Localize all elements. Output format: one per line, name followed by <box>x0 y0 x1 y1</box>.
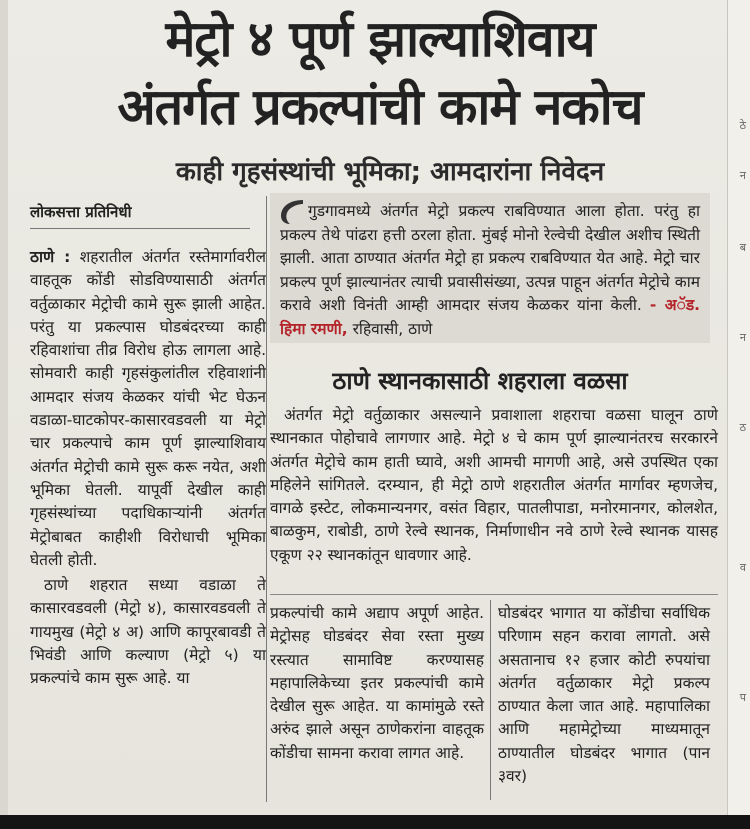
left-column-para-1 <box>30 246 266 572</box>
quote-attribution-role: रहिवासी, ठाणे <box>352 319 433 338</box>
left-column-para-1-text: शहरातील अंतर्गत रस्तेमार्गावरील वाहतूक कोंडी सोडविण्यासाठी अंतर्गत वर्तुळाकार मेट्रोची कामे सुरू झाली आहेत. परंतु या प्रकल्पास घोडबंदरच्या काही रहिवाशांचा तीव्र विरोध होऊ लागला आहे. सोमवारी काही गृहसंकुलांतील रहिवाशांनी आमदार संजय केळकर यांची भेट घेऊन वडाळा-घाटकोपर-कासारवडवली या मेट्रो चार प्रकल्पाचे काम पूर्ण झाल्याशिवाय अंतर्गत मेट्रोची कामे सुरू करू नयेत, अशी भूमिका घेतली. यापूर्वी देखील काही गृहसंस्थांच्या पदाधिकाऱ्यांनी अंतर्गत मेट्रोबाबत काहीशी विरोधाची भूमिका घेतली होती. <box>30 248 266 569</box>
right-column: घोडबंदर भागात या कोंडीचा सर्वाधिक परिणाम सहन करावा लागतो. असे असतानाच १२ हजार कोटी रुपयांचा अंतर्गत वर्तुळाकार मेट्रो प्रकल्प ठाण्यात केला जात आहे. महापालिका आणि महामेट्रोच्या माध्यमातून ठाण्यातील घोडबंदर भागात (पान ३वर) <box>498 604 710 786</box>
dateline: ठाणे : <box>30 248 71 266</box>
quote-attribution-name: - अॅड. हिमा रमणी, <box>280 296 701 338</box>
adjacent-page-strip: ठे न ब न ठ व प <box>727 0 750 829</box>
section-heading: ठाणे स्थानकासाठी शहराला वळसा <box>332 367 628 395</box>
subheadline: काही गृहसंस्थांची भूमिका; आमदारांना निवेदन <box>175 157 605 187</box>
column-divider-left <box>266 196 267 802</box>
section-rule <box>270 594 718 595</box>
quote-body: गुडगावमध्ये अंतर्गत मेट्रो प्रकल्प राबविण्यात आला होता. परंतु हा प्रकल्प तेथे पांढरा हत्ती ठरला होता. मुंबई मोनो रेल्वेची देखील अशीच स्थिती झाली. आता ठाण्यात अंतर्गत मेट्रो हा प्रकल्प राबविण्यात येत आहे. मेट्रो चार प्रकल्प पूर्ण झाल्यानंतर त्याची प्रवासीसंख्या, उत्पन्न पाहून अंतर्गत मेट्रोचे काम करावे अशी विनंती आम्ही आमदार संजय केळकर यांना केली. <box>280 202 700 314</box>
left-column <box>30 246 266 691</box>
bottom-edge-bar <box>0 815 750 829</box>
headline-line-1: मेट्रो ४ पूर्ण झाल्याशिवाय <box>165 10 595 68</box>
headline-line-2: अंतर्गत प्रकल्पांची कामे नकोच <box>117 78 643 136</box>
byline: लोकसत्ता प्रतिनिधी <box>30 202 250 229</box>
left-column-para-2: ठाणे शहरात सध्या वडाळा ते कासारवडवली (मेट्रो ४), कासारवडवली ते गायमुख (मेट्रो ४ अ) आणि कापूरबावडी ते भिवंडी आणि कल्याण (मेट्रो ५) या प्रकल्पांचे काम सुरू आहे. या <box>30 576 266 688</box>
quote-text-block <box>280 200 700 341</box>
middle-column: प्रकल्पांची कामे अद्याप अपूर्ण आहेत. मेट्रोसह घोडबंदर सेवा रस्ता मुख्य रस्त्यात सामाविष्ट करण्यासह महापालिकेच्या इतर प्रकल्पांची कामे देखील सुरू आहेत. या कामांमुळे रस्ते अरुंद झाले असून ठाणेकरांना वाहतूक कोंडीचा सामना करावा लागत आहे. <box>270 604 484 762</box>
page-left-edge <box>0 0 8 829</box>
column-divider-right <box>490 600 491 800</box>
section-text: अंतर्गत मेट्रो वर्तुळाकार असल्याने प्रवाशाला शहराचा वळसा घालून ठाणे स्थानकात पोहोचावे लागणार आहे. मेट्रो ४ चे काम पूर्ण झाल्यानंतरच सरकारने अंतर्गत मेट्रोचे काम हाती घ्यावे, अशी आमची मागणी आहे, असे उपस्थित एका महिलेने सांगितले. दरम्यान, ही मेट्रो ठाणे शहरातील अंतर्गत मार्गावर म्हणजेच, वागळे इस्टेट, लोकमान्यनगर, वसंत विहार, पातलीपाडा, मनोरमानगर, कोलशेत, बाळकुम, राबोडी, ठाणे रेल्वे स्थानक, निर्माणाधीन नवे ठाणे रेल्वे स्थानक यासह एकूण २२ स्थानकांतून धावणार आहे. <box>270 406 718 564</box>
